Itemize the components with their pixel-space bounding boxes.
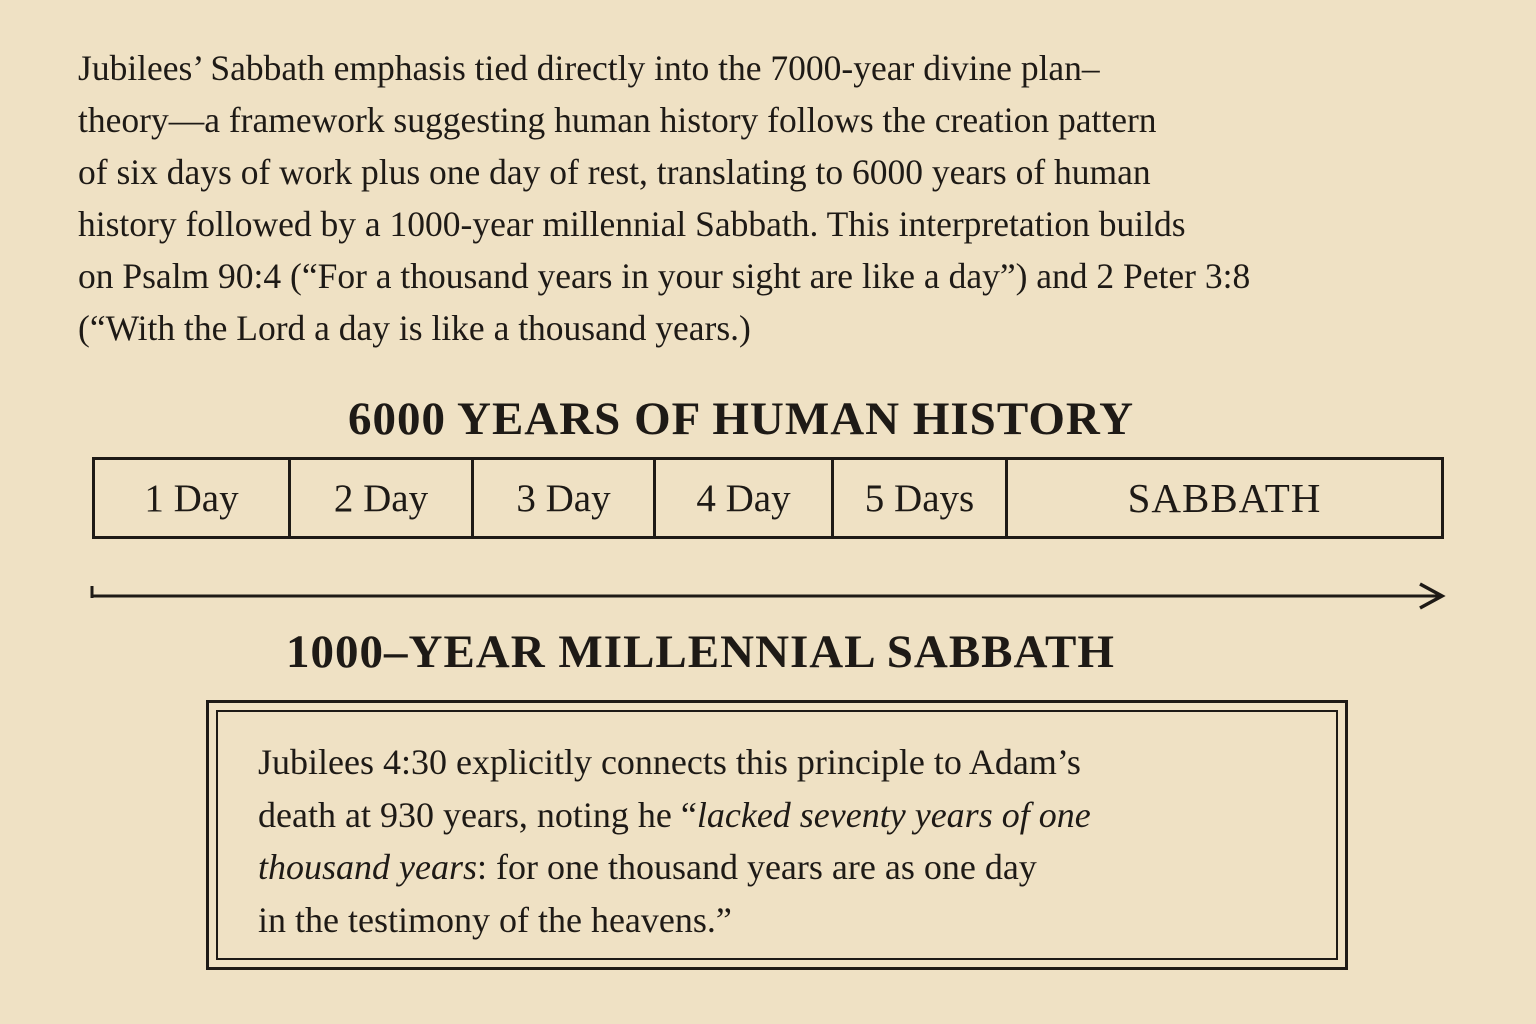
day-cell-5: 5 Days	[834, 460, 1008, 536]
day-cell-2: 2 Day	[291, 460, 474, 536]
jubilees-quote-box	[206, 700, 1348, 970]
quote-line-3-plain: : for one thousand years are as one day	[477, 847, 1037, 887]
sabbath-cell: SABBATH	[1127, 475, 1322, 521]
quote-line-1: Jubilees 4:30 explicitly connects this principle to Adam’s	[258, 742, 1081, 782]
quote-line-3	[258, 841, 1316, 894]
day-cell-1: 1 Day	[95, 460, 291, 536]
day-cell-4: 4 Day	[656, 460, 834, 536]
quote-line-4: in the testimony of the heavens.”	[258, 899, 732, 940]
millennial-sabbath-heading: 1000–YEAR MILLENNIAL SABBATH	[286, 626, 1115, 678]
quote-line-2-plain: death at 930 years, noting he “	[258, 794, 697, 835]
quote-line-2-italic: lacked seventy years of one	[696, 794, 1091, 835]
timeline-arrow	[88, 572, 1452, 620]
day-cell-3: 3 Day	[474, 460, 656, 536]
quote-line-2	[258, 789, 1316, 842]
jubilees-quote-text	[216, 710, 1338, 960]
human-history-heading: 6000 YEARS OF HUMAN HISTORY	[348, 393, 1135, 445]
creation-week-bar	[92, 457, 1444, 539]
intro-paragraph: Jubilees’ Sabbath emphasis tied directly into the 7000-year divine plan– theory—a framework suggesting human history follows the creation pattern of six days of work plus one day of rest, translating to 6000 years of human history followed by a 1000-year millennial Sabbath. This interpretation builds on Psalm 90:4 (“For a thousand years in your sight are like a day”) and 2 Peter 3:8 (“With the Lord a day is like a thousand years.)	[78, 48, 1251, 348]
quote-line-3-italic: thousand years	[258, 847, 477, 887]
